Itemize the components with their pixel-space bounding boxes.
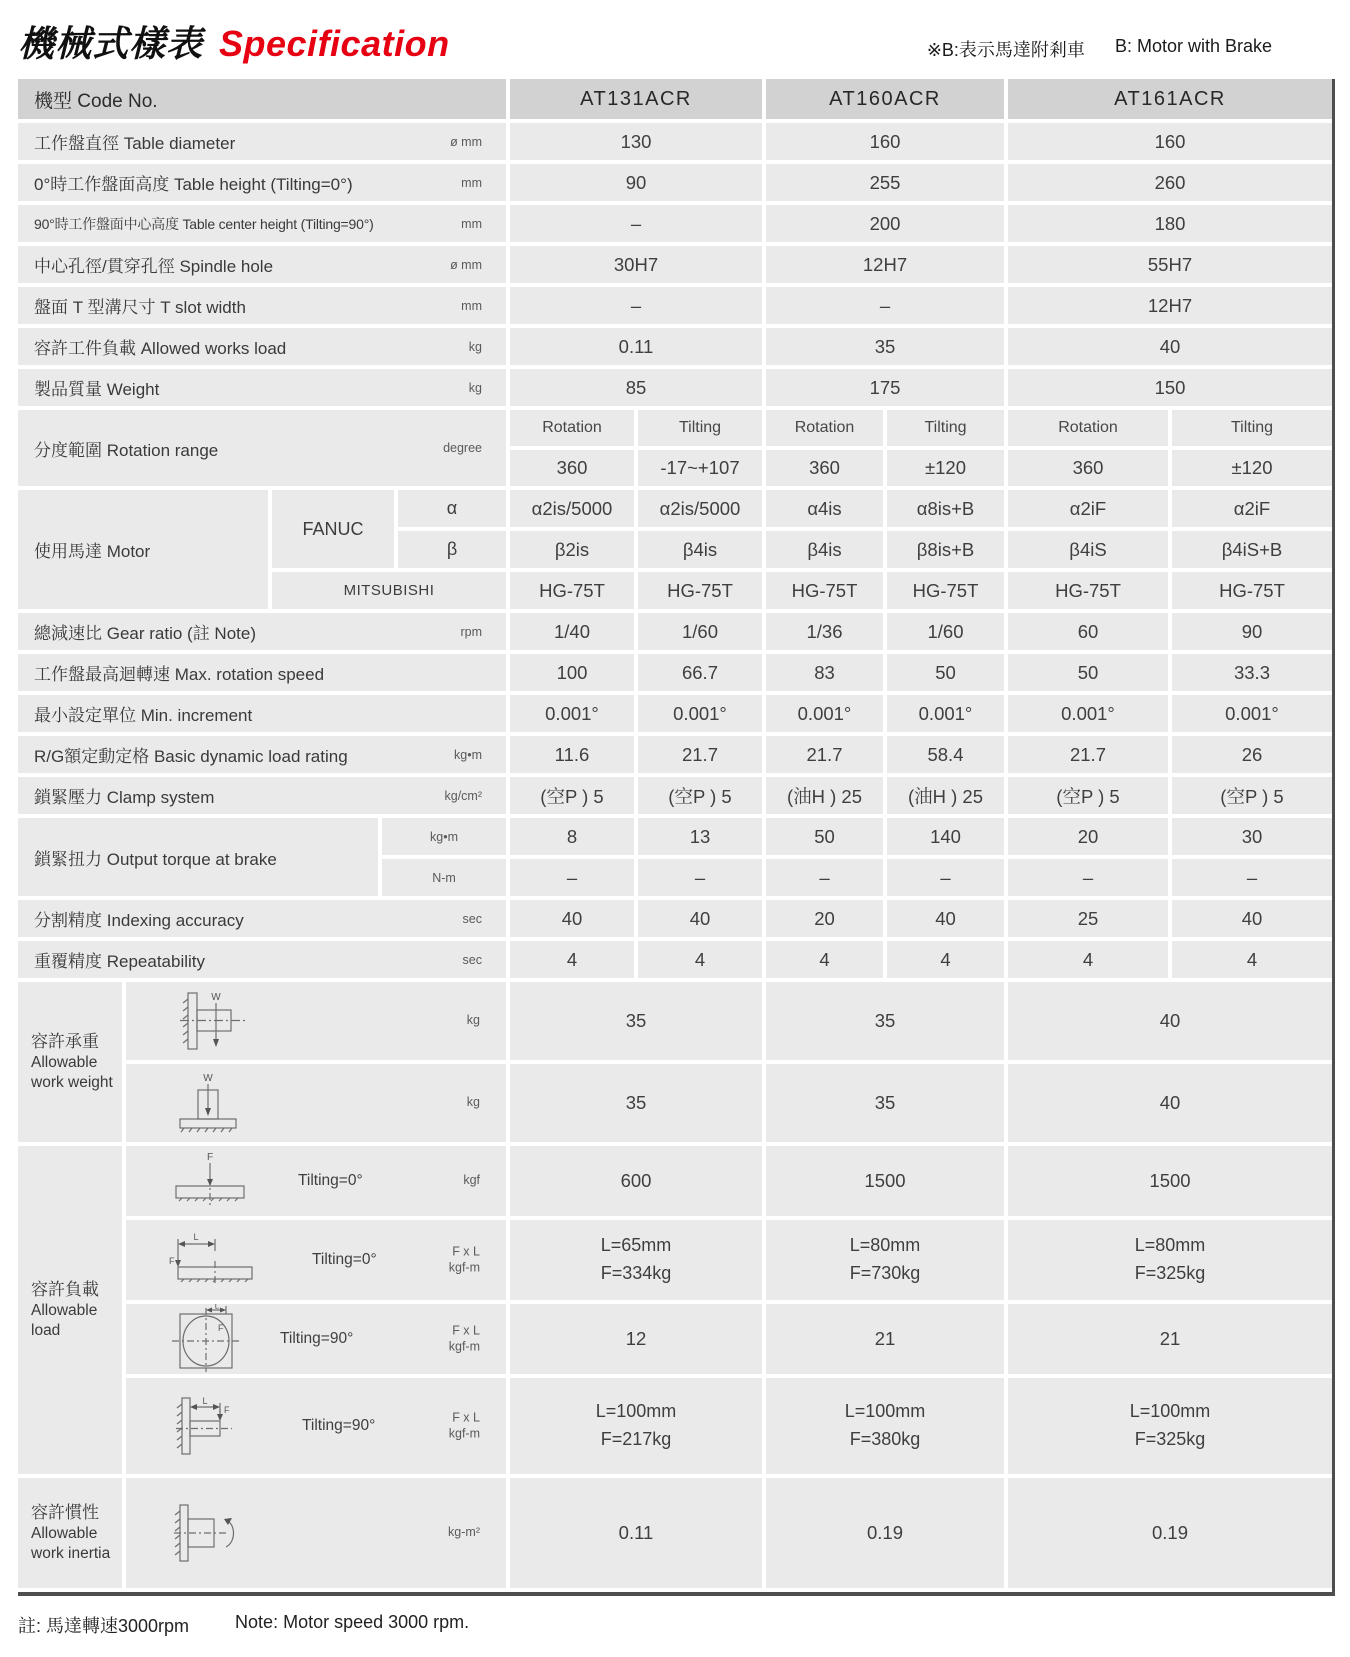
spec-value-cell: 1/60 [887,613,1004,650]
spec-value-cell: 21.7 [766,736,883,773]
spec-row [18,695,1332,732]
load-label-cell [18,1146,122,1474]
rotation-range-unit: degree [443,441,482,455]
spec-value-cell: 40 [1008,328,1332,365]
inertia-diagram-cell [126,1478,506,1588]
load-tilt0-edge-cell [126,1220,506,1300]
spec-value-cell: 21.7 [638,736,762,773]
torque-value: – [1172,859,1332,896]
row-label: 鎖緊壓力 Clamp system [34,788,215,807]
row-label-cell [18,613,506,650]
mitsubishi-value: HG-75T [510,572,634,609]
load-value: 21 [766,1304,1004,1374]
table-face-circle-icon [168,1304,246,1374]
spec-value-cell: 21.7 [1008,736,1168,773]
work-weight-vertical-mount-cell [126,982,506,1060]
spec-value-cell: 0.11 [510,328,762,365]
accuracy-spec-rows [18,900,1332,978]
load-length-value: L=80mm [1134,1235,1206,1256]
rotation-value: 360 [510,450,634,486]
load-value-pair [510,1220,762,1300]
spec-value-cell: 0.001° [1008,695,1168,732]
row-label-cell [18,123,506,160]
work-weight-value: 40 [1008,1064,1332,1142]
inertia-value: 0.19 [1008,1478,1332,1588]
row-unit: rpm [460,624,482,639]
spec-row [18,654,1332,691]
rotation-range-label-cell [18,410,506,486]
unit-text: kg-m² [448,1525,480,1540]
load-force-value: F=334kg [600,1263,672,1283]
spec-row [18,777,1332,814]
mitsubishi-value: HG-75T [1172,572,1332,609]
unit-text: kgf-m [448,1339,480,1353]
title-bar [18,16,1272,67]
spec-value-cell: 90 [1172,613,1332,650]
tilting-angle-label: Tilting=90° [280,1330,354,1347]
load-label-zh: 容許負載 [31,1279,99,1299]
motor-label-cell [18,490,268,609]
load-unit [449,1244,480,1275]
fanuc-alpha-value: α2iF [1172,490,1332,527]
spec-value-cell: (油H ) 25 [887,777,1004,814]
spec-value-cell: 4 [1008,941,1168,978]
subheader-rotation: Rotation [1008,410,1168,446]
inertia-label-zh: 容許慣性 [31,1502,99,1522]
spec-value-cell: – [510,205,762,242]
row-unit: mm [461,175,482,190]
spec-value-cell: 40 [510,900,634,937]
unit-text: F x L [452,1323,480,1338]
load-force-value: F=325kg [1134,1429,1206,1449]
load-length-value: L=100mm [1129,1401,1211,1422]
spec-value-cell: (空P ) 5 [638,777,762,814]
spec-row [18,205,1332,242]
basic-spec-rows [18,123,1332,406]
work-weight-value: 35 [766,982,1004,1060]
torque-value: 20 [1008,818,1168,855]
motor-label: 使用馬達 Motor [34,542,151,561]
spec-value-cell: 150 [1008,369,1332,406]
spec-value-cell: 12H7 [1008,287,1332,324]
fanuc-beta-value: β4iS+B [1172,531,1332,568]
work-weight-label-zh: 容許承重 [31,1031,99,1051]
vertical-table-horizontal-work-icon [168,990,264,1052]
spec-value-cell: 4 [887,941,1004,978]
horizontal-table-vertical-work-icon [168,1072,264,1134]
footnote-en: Note: Motor speed 3000 rpm. [235,1612,470,1632]
force-f-label: F [169,1256,175,1266]
row-label-cell [18,369,506,406]
row-unit: kg [468,380,482,395]
row-label: 總減速比 Gear ratio (註 Note) [34,624,256,643]
allowable-work-weight-section [18,982,1332,1142]
spec-value-cell: 4 [766,941,883,978]
unit-text: F x L [452,1244,480,1259]
subheader-tilting: Tilting [638,410,762,446]
row-label: 工作盤直徑 Table diameter [34,134,236,153]
mitsubishi-value: HG-75T [887,572,1004,609]
load-value-pair [766,1220,1004,1300]
force-center-table-icon [168,1150,264,1212]
load-length-value: L=80mm [849,1235,921,1256]
spec-value-cell: 26 [1172,736,1332,773]
length-l-label: L [193,1232,199,1242]
load-unit [449,1410,480,1441]
force-f-label: F [206,1152,214,1163]
row-unit: sec [462,911,482,926]
row-unit: ø mm [450,257,482,272]
rotation-value: 360 [1008,450,1168,486]
load-value-pair [1008,1378,1332,1474]
mitsubishi-value: HG-75T [766,572,883,609]
fanuc-beta-value: β4iS [1008,531,1168,568]
row-label: 容許工件負載 Allowed works load [34,339,287,358]
spec-value-cell: 4 [638,941,762,978]
load-length-value: L=100mm [844,1401,926,1422]
inertia-label-en1: Allowable [31,1524,98,1542]
row-label-cell [18,246,506,283]
row-label-cell [18,777,506,814]
row-unit: mm [461,216,482,231]
spec-value-cell: (空P ) 5 [1172,777,1332,814]
alpha-cell: α [398,490,506,527]
spec-value-cell: 0.001° [887,695,1004,732]
inertia-value: 0.11 [510,1478,762,1588]
fanuc-alpha-value: α8is+B [887,490,1004,527]
row-unit: kg•m [454,747,482,762]
row-label: 最小設定單位 Min. increment [34,706,253,725]
load-value: 12 [510,1304,762,1374]
spec-value-cell: 90 [510,164,762,201]
model-header-at161acr: AT161ACR [1008,79,1332,119]
subheader-rotation: Rotation [510,410,634,446]
spec-row [18,328,1332,365]
load-value: 21 [1008,1304,1332,1374]
load-unit [463,1173,480,1189]
footnote [18,1612,1350,1638]
spec-value-cell: 85 [510,369,762,406]
unit-text: kgf-m [448,1426,480,1440]
row-label: 盤面 T 型溝尺寸 T slot width [34,298,246,317]
fanuc-beta-value: β4is [638,531,762,568]
row-unit: ø mm [450,134,482,149]
spec-row [18,736,1332,773]
spec-row [18,613,1332,650]
torque-unit-nm: N-m [382,859,506,896]
vertical-table-length-force-icon [168,1395,268,1457]
page-title [18,16,450,67]
row-label-cell [18,328,506,365]
load-unit [449,1323,480,1354]
work-weight-horizontal-mount-cell [126,1064,506,1142]
spec-value-cell: 260 [1008,164,1332,201]
spec-value-cell: 40 [887,900,1004,937]
force-edge-length-table-icon [168,1229,278,1291]
force-f-label: F [218,1323,224,1333]
spec-value-cell: 25 [1008,900,1168,937]
torque-value: – [1008,859,1168,896]
inertia-label-en2: work inertia [31,1545,111,1563]
work-weight-unit [467,1095,480,1111]
row-label: 製品質量 Weight [34,380,160,399]
length-l-label: L [214,1304,220,1311]
torque-value: 30 [1172,818,1332,855]
spec-row [18,369,1332,406]
spec-value-cell: 175 [766,369,1004,406]
torque-value: 13 [638,818,762,855]
brake-note-en: B: Motor with Brake [1114,36,1272,56]
spec-row [18,287,1332,324]
row-unit: sec [462,952,482,967]
torque-value: – [510,859,634,896]
spec-row [18,900,1332,937]
spec-value-cell: 58.4 [887,736,1004,773]
mitsubishi-value: HG-75T [638,572,762,609]
spec-value-cell: 0.001° [766,695,883,732]
row-label: 90°時工作盤面中心高度 Table center height (Tilting=90°) [34,215,374,232]
model-header-at160acr: AT160ACR [766,79,1004,119]
row-label-cell [18,164,506,201]
unit-text: kg [466,1095,480,1110]
torque-unit-kgm: kg•m [382,818,506,855]
fanuc-cell: FANUC [272,490,394,568]
mitsubishi-value: HG-75T [1008,572,1168,609]
row-label-cell [18,695,506,732]
spec-value-cell: (空P ) 5 [510,777,634,814]
load-force-value: F=730kg [849,1263,921,1283]
torque-value: 50 [766,818,883,855]
work-weight-label-en1: Allowable [31,1053,98,1071]
fanuc-alpha-value: α2is/5000 [510,490,634,527]
spec-value-cell: 60 [1008,613,1168,650]
footnote-zh: 註: 馬達轉速3000rpm [18,1616,190,1636]
fanuc-alpha-value: α2is/5000 [638,490,762,527]
spec-value-cell: 1/40 [510,613,634,650]
row-label-cell [18,941,506,978]
fanuc-alpha-value: α2iF [1008,490,1168,527]
performance-spec-rows [18,613,1332,814]
spec-value-cell: – [510,287,762,324]
spec-value-cell: 130 [510,123,762,160]
fanuc-beta-value: β8is+B [887,531,1004,568]
load-value: 600 [510,1146,762,1216]
output-torque-section [18,818,1332,896]
spec-value-cell: 11.6 [510,736,634,773]
unit-text: F x L [452,1410,480,1425]
row-label-cell [18,900,506,937]
work-weight-value: 40 [1008,982,1332,1060]
spec-value-cell: 33.3 [1172,654,1332,691]
spec-value-cell: 160 [1008,123,1332,160]
spec-value-cell: 255 [766,164,1004,201]
spec-value-cell: 160 [766,123,1004,160]
spec-value-cell: 12H7 [766,246,1004,283]
subheader-tilting: Tilting [1172,410,1332,446]
work-weight-value: 35 [510,982,762,1060]
spec-value-cell: 66.7 [638,654,762,691]
load-tilt90-side-cell [126,1378,506,1474]
row-unit: mm [461,298,482,313]
unit-text: kgf [463,1173,480,1188]
torque-value: 8 [510,818,634,855]
tilting-angle-label: Tilting=0° [312,1251,377,1268]
row-label-cell [18,287,506,324]
page-title-en: Specification [219,23,450,64]
work-weight-value: 35 [766,1064,1004,1142]
load-force-value: F=380kg [849,1429,921,1449]
tilting-value: ±120 [1172,450,1332,486]
rotating-work-inertia-icon [168,1502,268,1564]
spec-value-cell: (油H ) 25 [766,777,883,814]
work-weight-value: 35 [510,1064,762,1142]
row-label: 分割精度 Indexing accuracy [34,911,244,930]
tilting-value: -17~+107 [638,450,762,486]
unit-text: kgf-m [448,1260,480,1274]
torque-label: 鎖緊扭力 Output torque at brake [34,849,277,869]
fanuc-beta-value: β4is [766,531,883,568]
load-length-value: L=65mm [600,1235,672,1256]
spec-value-cell: 50 [887,654,1004,691]
specification-table [18,79,1335,1596]
torque-value: – [887,859,1004,896]
row-unit: kg/cm² [444,788,482,803]
spec-value-cell: (空P ) 5 [1008,777,1168,814]
row-label-cell [18,736,506,773]
spec-row [18,246,1332,283]
load-label-en2: load [31,1322,61,1340]
spec-value-cell: 50 [1008,654,1168,691]
load-force-value: F=325kg [1134,1263,1206,1283]
subheader-tilting: Tilting [887,410,1004,446]
load-value-pair [510,1378,762,1474]
spec-value-cell: 83 [766,654,883,691]
table-header-row [18,79,1332,119]
spec-row [18,164,1332,201]
work-weight-unit [467,1013,480,1029]
spec-row [18,941,1332,978]
torque-value: – [638,859,762,896]
spec-value-cell: 40 [1172,900,1332,937]
code-no-label: 機型 Code No. [34,90,158,112]
spec-value-cell: 0.001° [638,695,762,732]
load-value: 1500 [1008,1146,1332,1216]
fanuc-beta-value: β2is [510,531,634,568]
load-value-pair [1008,1220,1332,1300]
subheader-rotation: Rotation [766,410,883,446]
torque-value: 140 [887,818,1004,855]
unit-text: kg [466,1013,480,1028]
spec-value-cell: – [766,287,1004,324]
tilting-angle-label: Tilting=90° [302,1417,376,1434]
motor-section [18,490,1332,609]
rotation-value: 360 [766,450,883,486]
allowable-load-section [18,1146,1332,1474]
rotation-range-label: 分度範圍 Rotation range [34,440,219,460]
rotation-range-section [18,410,1332,486]
tilting-value: ±120 [887,450,1004,486]
load-length-value: L=100mm [595,1401,677,1422]
inertia-unit [448,1525,480,1541]
allowable-inertia-section [18,1478,1332,1588]
load-value-pair [766,1378,1004,1474]
model-header-at131acr: AT131ACR [510,79,762,119]
torque-label-cell [18,818,378,896]
code-no-header-cell [18,79,506,119]
row-label: 0°時工作盤面高度 Table height (Tilting=0°) [34,175,353,194]
load-label-en1: Allowable [31,1301,98,1319]
torque-value: – [766,859,883,896]
row-label: 中心孔徑/貫穿孔徑 Spindle hole [34,257,274,276]
spec-value-cell: 1/60 [638,613,762,650]
spec-value-cell: 35 [766,328,1004,365]
work-weight-label-en2: work weight [31,1074,113,1092]
brake-note [927,36,1272,67]
row-label: 工作盤最高迴轉速 Max. rotation speed [34,665,325,684]
spec-row [18,123,1332,160]
load-tilt0-center-cell [126,1146,506,1216]
load-force-value: F=217kg [600,1429,672,1449]
fanuc-alpha-value: α4is [766,490,883,527]
spec-value-cell: 180 [1008,205,1332,242]
force-f-label: F [224,1405,230,1415]
inertia-label-cell [18,1478,122,1588]
spec-value-cell: 30H7 [510,246,762,283]
row-unit: kg [468,339,482,354]
spec-value-cell: 1/36 [766,613,883,650]
spec-value-cell: 0.001° [1172,695,1332,732]
row-label-cell [18,205,506,242]
load-tilt90-face-cell [126,1304,506,1374]
spec-value-cell: 40 [638,900,762,937]
brake-note-zh: ※B:表示馬達附剎車 [926,40,1085,60]
row-label-cell [18,654,506,691]
inertia-value: 0.19 [766,1478,1004,1588]
weight-w-label: W [203,1073,213,1084]
work-weight-label-cell [18,982,122,1142]
spec-value-cell: 55H7 [1008,246,1332,283]
spec-value-cell: 20 [766,900,883,937]
spec-value-cell: 4 [1172,941,1332,978]
page-title-zh: 機械式樣表 [18,23,204,64]
weight-w-label: W [211,992,221,1003]
spec-value-cell: 4 [510,941,634,978]
spec-value-cell: 0.001° [510,695,634,732]
row-label: 重覆精度 Repeatability [34,952,206,971]
beta-cell: β [398,531,506,568]
spec-value-cell: 100 [510,654,634,691]
load-value: 1500 [766,1146,1004,1216]
tilting-angle-label: Tilting=0° [298,1172,363,1189]
mitsubishi-cell: MITSUBISHI [272,572,506,609]
spec-value-cell: 200 [766,205,1004,242]
row-label: R/G額定動定格 Basic dynamic load rating [34,747,348,766]
length-l-label: L [202,1396,208,1406]
